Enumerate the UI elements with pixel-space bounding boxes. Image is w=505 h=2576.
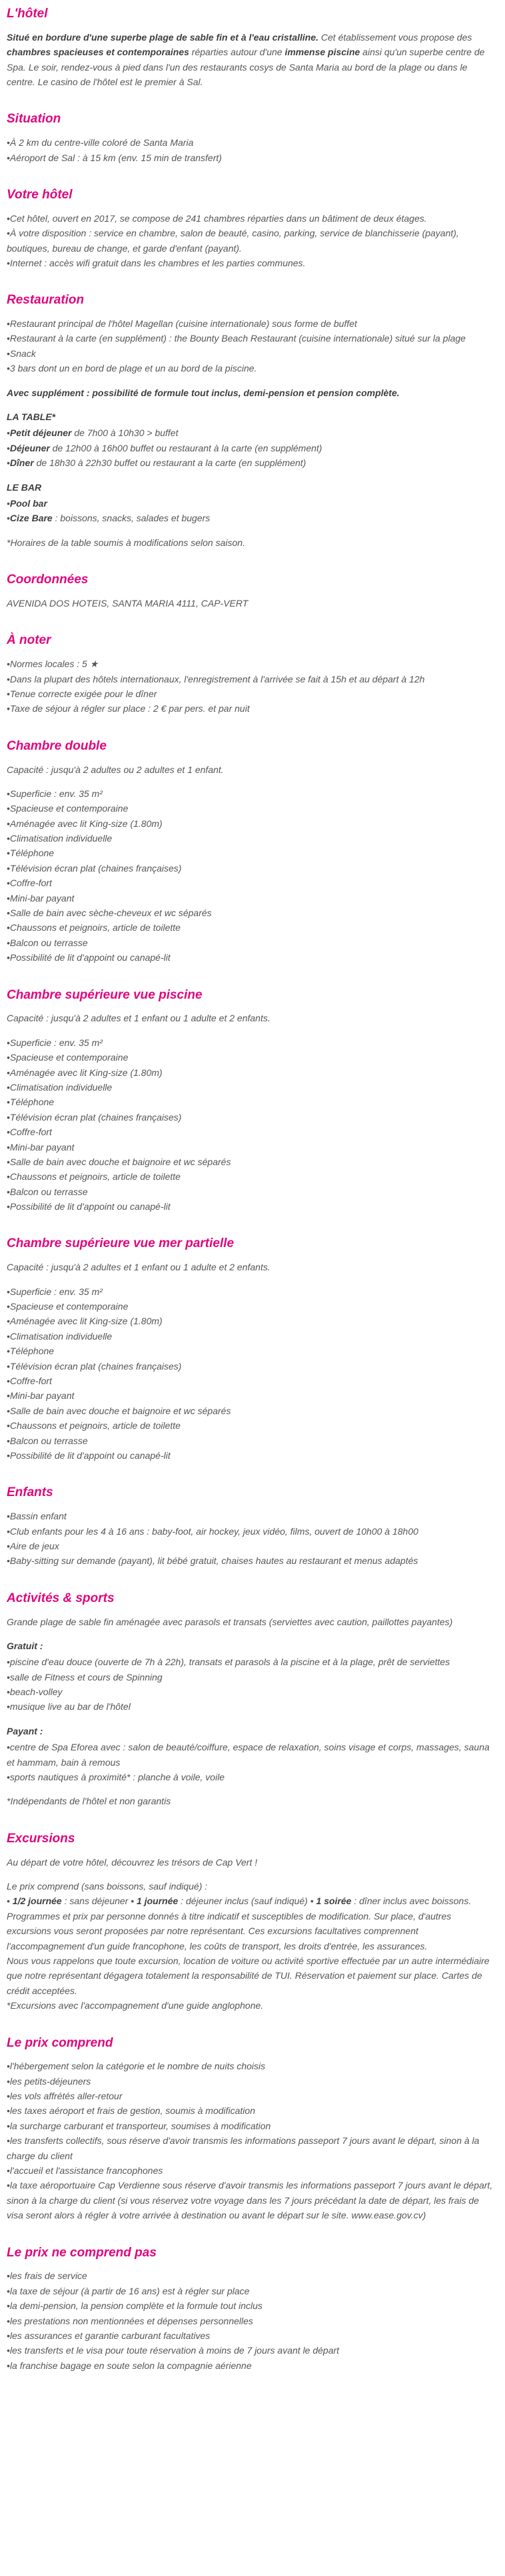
section-heading-enfants: Enfants [7,1485,53,1500]
bold-text: 1/2 journée [12,1896,62,1907]
bullet-list [7,1655,496,1714]
section-heading-situation: Situation [7,112,61,127]
list-item: • Dîner de 18h30 à 22h30 buffet ou restaurant a la carte (en supplément) [7,455,496,470]
list-item: • Bassin enfant [7,1509,496,1523]
paragraph [7,480,496,495]
bold-text: Déjeuner [9,442,50,453]
paragraph: Le prix comprend (sans boissons, sauf indiqué) : [7,1880,208,1892]
list-item: • Téléphone [7,846,496,860]
list-item: • Spacieuse et contemporaine [7,801,496,816]
list-item: • Mini-bar payant [7,891,496,905]
list-item: • Dans la plupart des hôtels internationaux, l'enregistrement à l'arrivée se fait à 15h et au départ à 12h [7,672,496,686]
section-heading-votre-hotel: Votre hôtel [7,187,73,202]
list-item [7,496,496,511]
section-heading-le-prix-comprend: Le prix comprend [7,2035,113,2050]
list-item: • Aménagée avec lit King-size (1.80m) [7,816,496,831]
list-item: • Possibilité de lit d'appoint ou canapé-lit [7,950,496,965]
section-activites-sports [7,1591,496,1809]
paragraph [7,386,496,400]
list-item: • l'accueil et l'assistance francophones [7,2163,496,2178]
bullet-list [7,786,496,965]
section-heading-a-noter: À noter [7,633,51,648]
section-votre-hotel [7,188,496,270]
list-item: • Superficie : env. 35 m² [7,786,496,801]
paragraph: Nous vous rappelons que toute excursion, location de voiture ou activité sportive effectuée par un autre intermédiaire que notre représentant dégagera totalement la responsabilité de TUI. Réservation et paiement sur place. Cartes de crédit acceptées. [7,1955,490,1996]
list-item: • la taxe aéroportuaire Cap Verdienne sous réserve d'avoir transmis les informations passeport 7 jours avant le départ, sinon à la charge du client (si vous réservez votre voyage dans les 7 jours précédant la date de départ, les frais de visa seront alors à régler à votre arrivée à destination ou avant le départ sur le site. www.ease.gov.cv) [7,2178,496,2222]
list-item: • Coffre-fort [7,1125,496,1139]
list-item: • Superficie : env. 35 m² [7,1035,496,1050]
list-item: • les transferts et le visa pour toute réservation à moins de 7 jours avant le départ [7,2343,496,2358]
paragraph: Capacité : jusqu'à 2 adultes et 1 enfant ou 1 adulte et 2 enfants. [7,1262,270,1273]
section-le-prix-ne-comprend-pas [7,2246,496,2374]
list-item: • Balcon ou terrasse [7,935,496,950]
bullet-list [7,1035,496,1214]
list-item: • Aménagée avec lit King-size (1.80m) [7,1065,496,1080]
list-item: • piscine d'eau douce (ouverte de 7h à 22h), transats et parasols à la piscine et à la plage, prêt de serviettes [7,1655,496,1669]
list-item: • Mini-bar payant [7,1388,496,1403]
paragraph: Au départ de votre hôtel, découvrez les trésors de Cap Vert ! [7,1856,258,1868]
bold-text: Petit déjeuner [9,427,72,439]
content [7,7,496,2373]
list-item: • Club enfants pour les 4 à 16 ans : baby-foot, air hockey, jeux vidéo, films, ouvert de 10h00 à 18h00 [7,1524,496,1539]
section-heading-restauration: Restauration [7,293,85,308]
list-item: • Cize Bare : boissons, snacks, salades et bugers [7,511,496,525]
bold-text: LA TABLE* [7,411,56,423]
list-item: • beach-volley [7,1684,496,1699]
list-item: • Restaurant à la carte (en supplément) : the Bounty Beach Restaurant (cuisine internationale) situé sur la plage [7,331,496,346]
bullet-list [7,316,496,376]
bold-text: Payant : [7,1725,43,1736]
bold-text: Avec supplément : possibilité de formule tout inclus, demi-pension et pension complète. [7,387,400,398]
paragraph: AVENIDA DOS HOTEIS, SANTA MARIA 4111, CAP-VERT [7,597,249,609]
list-item: • les taxes aéroport et frais de gestion, soumis à modification [7,2103,496,2118]
section-chambre-double [7,739,496,965]
section-hotel [7,7,496,89]
bold-text: Cize Bare [9,513,53,524]
list-item: • les frais de service [7,2268,496,2283]
bold-text: immense piscine [284,47,360,58]
bold-text: 1 journée [137,1896,179,1907]
list-item: • Possibilité de lit d'appoint ou canapé-lit [7,1199,496,1214]
list-item: • Baby-sitting sur demande (payant), lit bébé gratuit, chaises hautes au restaurant et menus adaptés [7,1553,496,1568]
list-item: • Aéroport de Sal : à 15 km (env. 15 min de transfert) [7,150,496,165]
list-item: • les petits-déjeuners [7,2074,496,2089]
bold-text: Pool bar [9,498,47,509]
bold-text: LE BAR [7,481,42,493]
list-item: • sports nautiques à proximité* : planche à voile, voile [7,1770,496,1784]
list-item: • l'hébergement selon la catégorie et le nombre de nuits choisis [7,2059,496,2073]
list-item: • Balcon ou terrasse [7,1433,496,1448]
list-item: • Chaussons et peignoirs, article de toilette [7,920,496,935]
paragraph: *Indépendants de l'hôtel et non garantis [7,1796,171,1807]
paragraph: Grande plage de sable fin aménagée avec parasols et transats (serviettes avec caution, paillottes payantes) [7,1616,453,1627]
list-item: • Salle de bain avec douche et baignoire et wc séparés [7,1155,496,1169]
bold-text: Situé en bordure d'une superbe plage de sable fin et à l'eau cristalline. [7,31,319,43]
bullet-list [7,2059,496,2222]
list-item: • Coffre-fort [7,876,496,890]
section-situation [7,112,496,165]
bullet-list [7,211,496,271]
paragraph [7,1724,496,1738]
section-chambre-superieure-vue-piscine [7,988,496,1214]
paragraph: Situé en bordure d'une superbe plage de sable fin et à l'eau cristalline. Cet établissement vous propose des chambres spacieuses et contemporaines réparties autour d'une immense piscine ainsi qu'un superbe centre de Spa. Le soir, rendez-vous à pied dans l'un des restaurants cosys de Santa Maria au bord de la plage ou dans le centre. Le casino de l'hôtel est le premier à Sal. [7,31,485,87]
list-item: • Normes locales : 5 ★ [7,656,496,671]
paragraph: Programmes et prix par personne donnés à titre indicatif et susceptibles de modification. Sur place, d'autres excursions vous seront proposées par notre représentant. Ces excursions facultatives comprennent l'accompagnement d'un guide francophone, les coûts de transport, les droits d'entrée, les assurances. [7,1910,452,1951]
list-item: • Superficie : env. 35 m² [7,1284,496,1299]
bold-text: Gratuit : [7,1640,43,1651]
section-heading-chambre-superieure-vue-piscine: Chambre supérieure vue piscine [7,987,203,1002]
section-enfants [7,1485,496,1568]
list-item: • Coffre-fort [7,1374,496,1388]
list-item: • Télévision écran plat (chaines françaises) [7,1110,496,1125]
list-item: • musique live au bar de l'hôtel [7,1699,496,1714]
list-item: • les transferts collectifs, sous réserve d'avoir transmis les informations passeport 7 jours avant le départ, sinon à la charge du client [7,2133,496,2163]
section-heading-excursions: Excursions [7,1831,75,1846]
list-item: • la taxe de séjour (à partir de 16 ans) est à régler sur place [7,2284,496,2298]
list-item: • Climatisation individuelle [7,1329,496,1344]
bullet-list [7,425,496,470]
list-item: • salle de Fitness et cours de Spinning [7,1670,496,1684]
list-item: • Climatisation individuelle [7,1080,496,1095]
section-heading-chambre-double: Chambre double [7,738,107,753]
list-item: • Petit déjeuner de 7h00 à 10h30 > buffet [7,425,496,440]
bullet-list [7,135,496,165]
list-item: • Possibilité de lit d'appoint ou canapé-lit [7,1448,496,1463]
paragraph: Capacité : jusqu'à 2 adultes ou 2 adultes et 1 enfant. [7,764,224,775]
list-item: • les prestations non mentionnées et dépenses personnelles [7,2314,496,2328]
paragraph [7,1639,496,1653]
bullet-list [7,1509,496,1569]
bullet-list [7,656,496,716]
list-item: • la franchise bagage en soute selon la compagnie aérienne [7,2358,496,2373]
list-item: • Taxe de séjour à régler sur place : 2 € par pers. et par nuit [7,701,496,716]
list-item: • À 2 km du centre-ville coloré de Santa Maria [7,135,496,150]
list-item: • Télévision écran plat (chaines françaises) [7,1359,496,1374]
section-chambre-superieure-vue-mer-partielle [7,1236,496,1463]
list-item: • les assurances et garantie carburant facultatives [7,2328,496,2343]
list-item: • Balcon ou terrasse [7,1184,496,1199]
bullet-list [7,1740,496,1784]
list-item: • centre de Spa Eforea avec : salon de beauté/coiffure, espace de relaxation, soins visage et corps, massages, sauna et hammam, bain à remous [7,1740,496,1770]
list-item: • Aire de jeux [7,1539,496,1553]
list-item: • Télévision écran plat (chaines françaises) [7,861,496,876]
section-a-noter [7,633,496,716]
section-heading-le-prix-ne-comprend-pas: Le prix ne comprend pas [7,2245,157,2260]
paragraph: Capacité : jusqu'à 2 adultes et 1 enfant ou 1 adulte et 2 enfants. [7,1013,270,1024]
list-item: • Déjeuner de 12h00 à 16h00 buffet ou restaurant à la carte (en supplément) [7,441,496,455]
list-item: • les vols affrétés aller-retour [7,2089,496,2103]
list-item: • À votre disposition : service en chambre, salon de beauté, casino, parking, service de blanchisserie (payant), boutiques, bureau de change, et garde d'enfant (payant). [7,226,496,256]
list-item: • 3 bars dont un en bord de plage et un au bord de la piscine. [7,361,496,376]
list-item: • Salle de bain avec sèche-cheveux et wc séparés [7,905,496,920]
list-item: • Cet hôtel, ouvert en 2017, se compose de 241 chambres réparties dans un bâtiment de deux étages. [7,211,496,226]
bullet-list [7,1284,496,1463]
bold-text: Dîner [9,457,34,469]
section-heading-hotel: L'hôtel [7,7,48,21]
section-restauration [7,293,496,550]
section-heading-activites-sports: Activités & sports [7,1591,115,1605]
section-le-prix-comprend [7,2036,496,2223]
bold-text: chambres spacieuses et contemporaines [7,47,189,58]
bullet-list [7,496,496,526]
list-item: • Téléphone [7,1095,496,1109]
list-item: • Téléphone [7,1344,496,1358]
section-coordonnees [7,573,496,611]
list-item: • Snack [7,346,496,361]
list-item: • Tenue correcte exigée pour le dîner [7,686,496,701]
list-item: • Aménagée avec lit King-size (1.80m) [7,1314,496,1328]
list-item: • Chaussons et peignoirs, article de toilette [7,1169,496,1184]
list-item: • la surcharge carburant et transporteur, soumises à modification [7,2119,496,2133]
paragraph: • 1/2 journée : sans déjeuner • 1 journée : déjeuner inclus (sauf indiqué) • 1 soirée : dîner inclus avec boissons. [7,1896,472,1907]
list-item: • Internet : accès wifi gratuit dans les chambres et les parties communes. [7,256,496,270]
bold-text: 1 soirée [316,1896,352,1907]
section-heading-coordonnees: Coordonnées [7,573,89,587]
paragraph [7,409,496,424]
list-item: • Spacieuse et contemporaine [7,1050,496,1065]
section-heading-chambre-superieure-vue-mer-partielle: Chambre supérieure vue mer partielle [7,1236,235,1251]
list-item: • Salle de bain avec douche et baignoire et wc séparés [7,1404,496,1418]
list-item: • Climatisation individuelle [7,831,496,846]
list-item: • Spacieuse et contemporaine [7,1299,496,1314]
paragraph: *Excursions avec l'accompagnement d'une guide anglophone. [7,2000,264,2011]
bullet-list [7,2268,496,2373]
section-excursions [7,1832,496,2013]
paragraph: *Horaires de la table soumis à modifications selon saison. [7,537,245,548]
list-item: • la demi-pension, la pension complète et la formule tout inclus [7,2298,496,2313]
list-item: • Chaussons et peignoirs, article de toilette [7,1418,496,1433]
list-item: • Mini-bar payant [7,1140,496,1155]
list-item: • Restaurant principal de l'hôtel Magellan (cuisine internationale) sous forme de buffet [7,316,496,331]
